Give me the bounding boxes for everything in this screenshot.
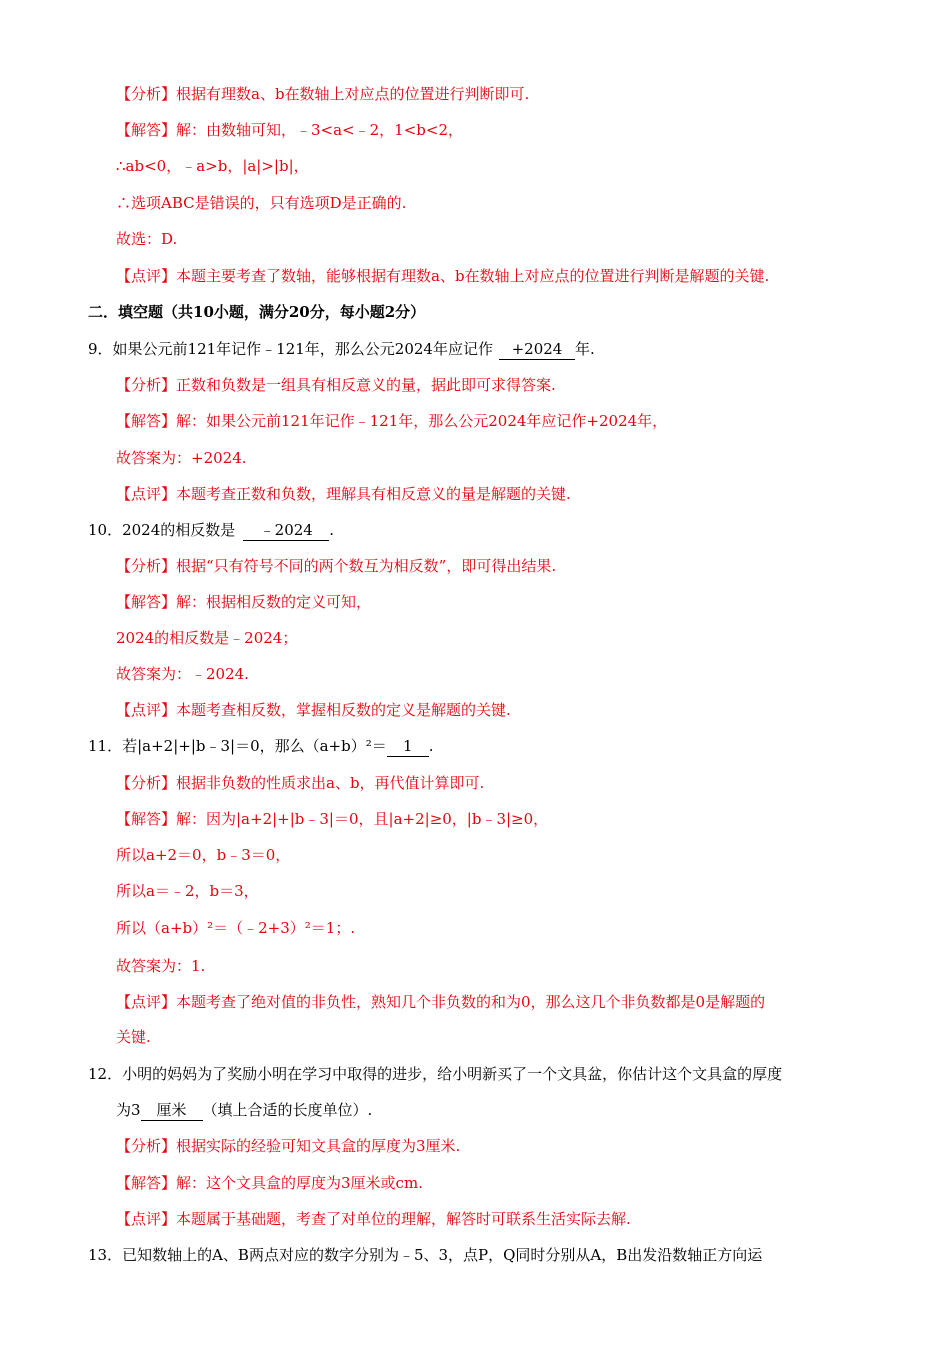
q10-solution-line-1: 【解答】解：根据相反数的定义可知，: [116, 593, 372, 611]
q8-solution-line-3: ∴选项ABC是错误的，只有选项D是正确的.: [116, 194, 407, 212]
q11-solution-line-4: 所以（a+b）²＝（﹣2+3）²＝1；.: [116, 919, 356, 937]
q10-answer-blank: ﹣2024: [243, 520, 329, 541]
q12-stem-line-1: 12．小明的妈妈为了奖励小明在学习中取得的进步，给小明新买了一个文具盆，你估计这个文具盒的厚度: [88, 1065, 783, 1083]
q9-comment: 【点评】本题考查正数和负数，理解具有相反意义的量是解题的关键.: [116, 485, 571, 503]
q12-stem-line-2: [116, 1100, 372, 1121]
q12-stem-tail: （填上合适的长度单位）.: [202, 1101, 373, 1119]
q10-stem-text: 10．2024的相反数是: [88, 521, 236, 539]
q11-stem-text: 11．若|a+2|+|b﹣3|＝0，那么（a+b）²＝: [88, 737, 387, 755]
q11-answer-blank: 1: [387, 736, 429, 757]
q10-solution-line-3: 故答案为：﹣2024.: [116, 665, 249, 683]
q11-comment-line-1: 【点评】本题考查了绝对值的非负性，熟知几个非负数的和为0，那么这几个非负数都是0是解题的: [116, 993, 766, 1011]
q10-comment: 【点评】本题考查相反数，掌握相反数的定义是解题的关键.: [116, 701, 511, 719]
q9-solution-line-1: 【解答】解：如果公元前121年记作﹣121年，那么公元2024年应记作+2024年，: [116, 412, 668, 430]
q9-solution-line-2: 故答案为：+2024.: [116, 449, 247, 467]
q13-stem-line-1: 13．已知数轴上的A、B两点对应的数字分别为﹣5、3，点P，Q同时分别从A，B出发沿数轴正方向运: [88, 1246, 763, 1264]
q9-analysis: 【分析】正数和负数是一组具有相反意义的量，据此即可求得答案.: [116, 376, 556, 394]
q8-analysis: 【分析】根据有理数a、b在数轴上对应点的位置进行判断即可.: [116, 85, 530, 103]
q10-solution-line-2: 2024的相反数是﹣2024；: [116, 629, 298, 647]
q11-stem-tail: .: [428, 737, 434, 755]
q11-solution-line-3: 所以a＝﹣2，b＝3，: [116, 882, 259, 900]
q12-comment: 【点评】本题属于基础题，考查了对单位的理解，解答时可联系生活实际去解.: [116, 1210, 631, 1228]
q8-solution-line-2: ∴ab<0，﹣a>b，|a|>|b|，: [116, 157, 309, 175]
q11-solution-line-2: 所以a+2＝0，b﹣3＝0，: [116, 846, 291, 864]
q10-analysis: 【分析】根据“只有符号不同的两个数互为相反数”，即可得出结果.: [116, 557, 557, 575]
q12-stem-text: 为3: [116, 1101, 141, 1119]
q11-comment-line-2: 关键.: [116, 1028, 151, 1046]
q12-answer-blank: 厘米: [141, 1100, 203, 1121]
q11-analysis: 【分析】根据非负数的性质求出a、b，再代值计算即可.: [116, 774, 485, 792]
q9-answer-blank: +2024: [499, 339, 575, 360]
q8-comment: 【点评】本题主要考查了数轴，能够根据有理数a、b在数轴上对应点的位置进行判断是解题的关键.: [116, 267, 770, 285]
q10-stem: [88, 520, 334, 541]
q9-stem-tail: 年.: [574, 340, 595, 358]
section-heading: 二．填空题（共10小题，满分20分，每小题2分）: [88, 303, 426, 321]
q11-solution-line-1: 【解答】解：因为|a+2|+|b﹣3|＝0，且|a+2|≥0，|b﹣3|≥0，: [116, 810, 549, 828]
q8-solution-line-4: 故选：D.: [116, 230, 178, 248]
q8-solution-line-1: 【解答】解：由数轴可知，﹣3<a<﹣2，1<b<2，: [116, 121, 463, 139]
q11-stem: [88, 736, 434, 757]
q10-stem-tail: .: [329, 521, 335, 539]
q9-stem: [88, 339, 595, 360]
q12-solution-line-1: 【解答】解：这个文具盒的厚度为3厘米或cm.: [116, 1174, 423, 1192]
q11-solution-line-5: 故答案为：1.: [116, 957, 206, 975]
q9-stem-text: 9．如果公元前121年记作﹣121年，那么公元2024年应记作: [88, 340, 493, 358]
q12-analysis: 【分析】根据实际的经验可知文具盒的厚度为3厘米.: [116, 1137, 461, 1155]
